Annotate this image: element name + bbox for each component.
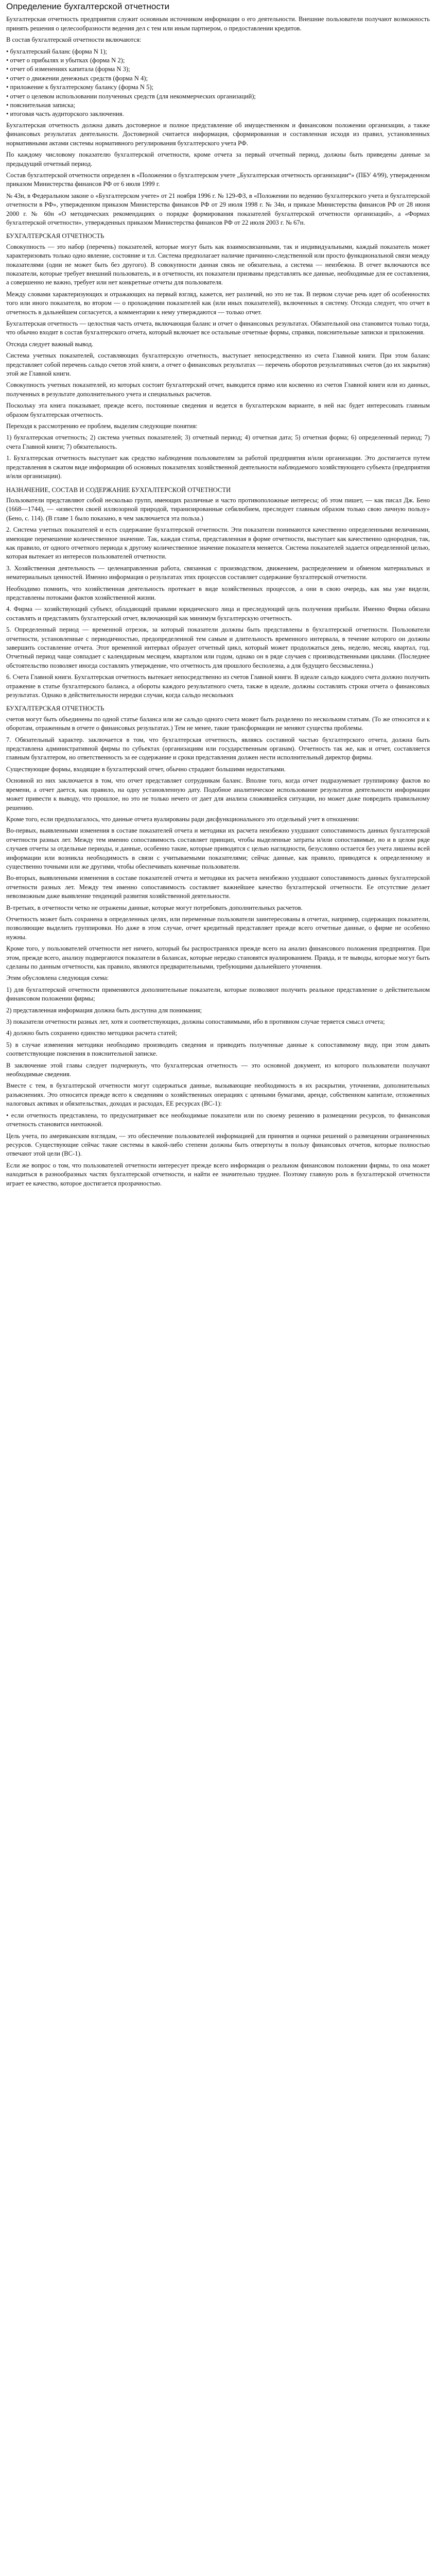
paragraph: 7. Обязательный характер. заключается в том, что бухгалтерская отчетность, являясь составной частью бухгалтерского отчета, должна быть представлена административной фирмы по субъектах (организациям или государственным органам). Отчетность так же, как и отчет, составляется главным бухгалтером, но ответственность за ее содержание и сроки представления должен нести исполнительный директор фирмы. <box>6 736 430 761</box>
list-item: • отчет о целевом использовании полученных средств (для некоммерческих организаций); <box>6 92 256 100</box>
paragraph: В заключение этой главы следует подчеркнуть, что бухгалтерская отчетность — это основной документ, из которого пользователи получают необходимые сведения. <box>6 1061 430 1078</box>
paragraph: 4) должно быть сохранено единство методики расчета статей; <box>6 1029 177 1037</box>
composition-heading: В состав бухгалтерской отчетности включаются: <box>6 36 142 44</box>
paragraph: Кроме того, если предполагалось, что данные отчета вуалированы ради дисфункционального это отдельный учет в отношении: <box>6 815 359 823</box>
paragraph: 5) в случае изменения методики необходимо производить сведения и приводить полученные данные к сопоставимому виду, при этом давать соответствующие пояснения в пояснительной записке. <box>6 1041 430 1058</box>
paragraph: № 43н, в Федеральном законе о «Бухгалтерском учете» от 21 ноября 1996 г. № 129-ФЗ, в «Положении по ведению бухгалтерского учета и бухгалтерской отчетности в РФ», утвержденном приказом Министерства финансов РФ от 29 июля 1998 г. № 34н, и приказе Министерства финансов РФ от 28 июня 2000 г. № 60н «О методических рекомендациях о порядке формирования показателей бухгалтерской отчетности организаций», а «Формах бухгалтерской отчетности», утвержденных приказом Министерства финансов РФ от 22 июля 2003 г. № 67н. <box>6 192 430 226</box>
paragraph: Пользователи представляют собой несколько групп, имеющих различные и часто противоположные интересы; об этом пишет, — как писал Дж. Бено (1668—1744), — «известен своей иллюзорной природой, тиранизированные себялюбием, преследует главным образом только свою личную пользу» (Бено, с. 114). (В главе 1 было показано, в чем заключается эта польза.) <box>6 496 430 522</box>
paragraph: По каждому числовому показателю бухгалтерской отчетности, кроме отчета за первый отчетный период, должны быть приведены данные за предыдущий отчетный период. <box>6 151 430 167</box>
paragraph: Кроме того, у пользователей отчетности нет ничего, который бы распространялся прежде всего на анализ финансового положения предприятия. При этом, прежде всего, анализу подвергаются показатели в балансах, которые нередко становятся вуалированием. Правда, и те выводы, которые могут быть сделаны по данным отчетности, как правило, являются предварительными, требующими дальнейшего уточнения. <box>6 945 430 970</box>
paragraph: Вместе с тем, в бухгалтерской отчетности могут содержаться данные, вызывающие необходимость в их раскрытии, уточнении, дополнительных разъяснениях. Это относится прежде всего к сведениям о хозяйственных операциях с ценными бумагами, аренде, собственном капитале, отложенных налоговых активах и обязательствах, доходах и расходах, ЕЕ ресурсах (ВС-1): <box>6 1082 430 1108</box>
paragraph: 2) представленная информация должна быть доступна для понимания; <box>6 1006 202 1014</box>
paragraph: Необходимо помнить, что хозяйственная деятельность протекает в виде хозяйственных процессов, а они в свою очередь, как мы уже видели, представлены потоками фактов хозяйственной жизни. <box>6 585 430 601</box>
paragraph: 3. Хозяйственная деятельность — целенаправленная работа, связанная с производством, движением, распределением и обменом материальных и нематериальных ценностей. Именно информация о результатах этих процессов составляет содержание бухгалтерской отчетности. <box>6 564 430 581</box>
paragraph: счетов могут быть объединены по одной статье баланса или же сальдо одного счета может быть разделено по нескольким статьям. (То же относится и к оборотам, отраженным в отчете о финансовых результатах.) Тем не менее, такие трансформации не меняют существа проблемы. <box>6 715 430 732</box>
paragraph: Если же вопрос о том, что пользователей отчетности интересует прежде всего информация о реальном финансовом положении фирмы, то она может находиться в разнообразных частях бухгалтерской отчетности, и найти ее значительно труднее. Поэтому главную роль в бухгалтерской отчетности играет ее качество, которое достигается прозрачностью. <box>6 1161 430 1187</box>
paragraph: • если отчетность представлена, то предусматривает все необходимые показатели или по своему решению в размещении ресурсов, то финансовая отчетность становится ничтожной. <box>6 1111 430 1128</box>
paragraph: 6. Счета Главной книги. Бухгалтерская отчетность вытекает непосредственно из счетов Главной книги. В идеале сальдо каждого счета должно получить отражение в статье бухгалтерского баланса, а обороты каждого результатного счета, также в идеале, должны составлять строки отчета о финансовых результатах. Однако в действительности нередки случаи, когда сальдо нескольких <box>6 673 430 699</box>
paragraph: Отсюда следует важный вывод. <box>6 340 94 348</box>
paragraph: 1. Бухгалтерская отчетность выступает как средство наблюдения пользователям за работой предприятия и/или организации. Это достигается путем представления в сжатом виде информации об основных показателях хозяйственной деятельности наблюдаемого хозяйствующего субъекта (предприятия и/или организации). <box>6 454 430 480</box>
list-item: • бухгалтерский баланс (форма N 1); <box>6 47 108 55</box>
paragraph: Цель учета, по американским взглядам, — это обеспечение пользователей информацией для принятия и оценки решений о размещении ограниченных ресурсов. Существующие сейчас такие системы в какой-либо степени должны быть отвергнуты в пользу финансовых отчетов, которые полностью отвечают этой цели (ВС-1). <box>6 1132 430 1158</box>
list-item: • отчет о прибылях и убытках (форма N 2); <box>6 57 125 64</box>
paragraph: Во-первых, выявленными изменения в составе показателей отчета и методики их расчета неизбежно ухудшают сопоставимость данных бухгалтерской отчетности разных лет. Между тем именно сопоставимость составляет принцип, чтобы выделенные затраты и/или сопоставимые, но и в целом ряде случаев отчеты за отдельные периоды, и данные, особенно такие, которые приводятся с целью наглядности, безусловно остается без учета лишены всей информации или возникла необходимость в связи с учитываемыми показателями; сейчас данные, как правило, приводятся к определенному и существенно точными или же другими, чтобы обеспечивать конечные пользователи. <box>6 827 430 870</box>
paragraph: 4. Фирма — хозяйствующий субъект, обладающий правами юридического лица и преследующий цель получения прибыли. Именно Фирма обязана составлять и представлять бухгалтерский отчет, включающий как минимум бухгалтерскую отчетность. <box>6 605 430 622</box>
paragraph: 3) показатели отчетности разных лет, хотя и соответствующих, должны сопоставимыми, ибо в противном случае теряется смысл отчета; <box>6 1018 385 1026</box>
list-item: • пояснительная записка; <box>6 101 76 109</box>
paragraph: Этим обусловлена следующая схема: <box>6 974 109 982</box>
paragraph: Отчетность может быть сохранена в определенных целях, или переменные пользователи заинтересованы в отчетах, например, содержащих показатели, позволяющие выделить группировки. Но даже в этом случае, отчет кредитный представляет прежде всего отчетные данные, о фирме не особенно нужны. <box>6 915 430 941</box>
list-item: • отчет о движении денежных средств (форма N 4); <box>6 74 148 82</box>
paragraph: Переходя к рассмотрению ее проблем, выделим следующие понятия: <box>6 422 198 430</box>
paragraph: 1) бухгалтерская отчетность; 2) система учетных показателей; 3) отчетный период; 4) отчетная дата; 5) отчетная форма; 6) определенный период; 7) счета Главной книги; 7) обязательность. <box>6 434 430 450</box>
paragraph: Во-вторых, выявленными изменения в составе показателей отчета и методики их расчета неизбежно ухудшают сопоставимость данных бухгалтерской отчетности разных лет. Между тем именно сопоставимость составляет важнейшее качество бухгалтерской отчетности. Ее отсутствие делает невозможным даже выявление тенденций развития хозяйственной деятельности. <box>6 874 430 900</box>
page-title: Определение бухгалтерской отчетности <box>6 2 170 11</box>
paragraph: Бухгалтерская отчетность должна давать достоверное и полное представление об имущественном и финансовом положении организации, а также финансовых результатах деятельности. Достоверной считается информация, сформированная и составленная исходя из правил, установленных нормативными актами системы нормативного регулирования бухгалтерского учета РФ. <box>6 121 430 147</box>
paragraph: Система учетных показателей, составляющих бухгалтерскую отчетность, выступает непосредственно из счета Главной книги. При этом баланс представляет собой перечень сальдо счетов этой книги, а отчет о финансовых результатах — перечень оборотов результативных счетов (до их закрытия) этой же Главной книги. <box>6 352 430 378</box>
paragraph: Совокупность — это набор (перечень) показателей, которые могут быть как взаимосвязанными, так и индивидуальными, каждый показатель может характеризовать только одно явление, состояние и т.п. Система предполагает наличие причинно-следственной или просто функциональной связи между показателями (одни не может быть без другого). В совокупности данная связь не обязательна, а система — неизбежна. В отчет включаются все показатели, которые требует внешний пользователь, и в отчетности, их показатели призваны представлять все данные, необходимые для ее составления, а совершенно не важно, требует или нет конкретные отчеты для пользователя. <box>6 243 430 286</box>
paragraph: 2. Система учетных показателей и есть содержание бухгалтерской отчетности. Эти показатели понимаются качественно определенными величинами, имеющие перемешение количественное значение. Так, каждая статья, представленная в форме отчетности, выступает как качественно однородная, так, как правило, от одного отчетного периода к другому количественное значение показателя меняется. Система показателей задается определенной целью, которая вытекает из интересов пользователей отчетности. <box>6 526 430 561</box>
paragraph: Между словами характеризующих и отражающих на первый взгляд, кажется, нет различий, но это не так. В первом случае речь идет об особенностях того или иного показателя, во втором — о прохождении показателей как (или иных показателей), включенных в систему. Отсюда следует, что отчет в отчетность в дальнейшем согласуется, а комментарии к нему утверждаются — только отчет. <box>6 290 430 316</box>
paragraph: В-третьих, в отчетности четко не отражены данные, которые могут потребовать дополнительных расчетов. <box>6 904 303 911</box>
intro-lead: Бухгалтерская отчетность предприятия служит основным источником информации о его деятельности. Внешние пользователи получают возможность принять решения о целесообразности ведения дел с тем или иным партнером, о предоставлении кредитов. <box>6 15 430 32</box>
section-heading: БУХГАЛТЕРСКАЯ ОТЧЕТНОСТЬ <box>6 705 104 713</box>
list-item: • итоговая часть аудиторского заключения. <box>6 110 124 118</box>
section-heading: НАЗНАЧЕНИЕ, СОСТАВ И СОДЕРЖАНИЕ БУХГАЛТЕРСКОЙ ОТЧЕТНОСТИ <box>6 486 231 494</box>
paragraph: 5. Определенный период — временной отрезок, за который показатели должны быть представлены в бухгалтерской отчетности. Пользователи отчетности, установленные с периодичностью, предопределенной тем самым и длительность временного интервала, в течение которого он должны завершить составление отчета. Этот временной интервал образует отчетный цикл, который может продолжаться день, неделю, месяц, квартал, год. Отчетный период чаще совпадает с календарным месяцем, кварталом или годом, однако он в ряде случаев с производственными циклами. (Последнее обстоятельство позволяет иногда составлять утверждение, что отчетность для прошлого бесполезна, а для будущего бессмысленна.) <box>6 626 430 669</box>
paragraph: Состав бухгалтерской отчетности определен в «Положении о бухгалтерском учете „Бухгалтерская отчетность организации“» (ПБУ 4/99), утвержденном приказом Министерства финансов РФ от 6 июля 1999 г. <box>6 171 430 188</box>
paragraph: 1) для бухгалтерской отчетности применяются дополнительные показатели, которые позволяют получить реальное представление о действительном финансовом положении фирмы; <box>6 986 430 1003</box>
list-item: • приложение к бухгалтерскому балансу (форма N 5); <box>6 83 154 91</box>
paragraph: Совокупность учетных показателей, из которых состоит бухгалтерский отчет, выводится прямо или косвенно из счетов Главной книги или из данных, полученных в результате дополнительного учета и специальных расчетов. <box>6 381 430 398</box>
paragraph: Существующие формы, входящие в бухгалтерский отчет, обычно страдают большими недостатками. <box>6 765 286 773</box>
document-page <box>0 0 436 1201</box>
paragraph: Основной из них заключается в том, что отчет представляет сотрудникам баланс. Вполне того, когда отчет подразумевает группировку фактов во времени, а отчет дается, как правило, на одну установленную дату. Подобное аналитическое использование результатов деятельности информации может привести к выводу, что прошлое, но это не только нечего от дает для анализа сложившейся ситуации, но может даже повредить правильному решению. <box>6 777 430 811</box>
paragraph: Бухгалтерская отчетность — целостная часть отчета, включающая баланс и отчет о финансовых результатах. Обязательной она становится только тогда, что обычно входит в состав бухгалтерского отчета, который включает все остальные отчетные формы, справки, пояснительные записки и приложения. <box>6 320 430 336</box>
section-heading: БУХГАЛТЕРСКАЯ ОТЧЕТНОСТЬ <box>6 232 104 240</box>
paragraph: Поскольку эта книга показывает, прежде всего, постоянные сведения и ведется в бухгалтерском варианте, в ней нас будет интересовать главным образом бухгалтерская отчетность. <box>6 402 430 418</box>
list-item: • отчет об изменениях капитала (форма N 3); <box>6 65 130 73</box>
composition-list <box>6 47 430 119</box>
